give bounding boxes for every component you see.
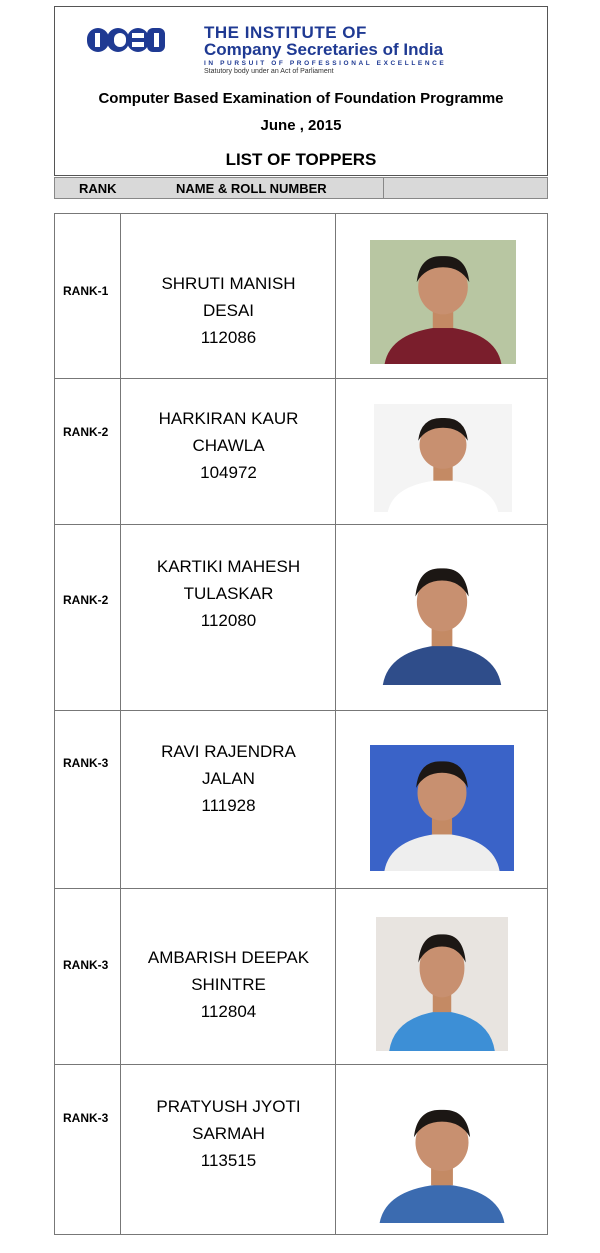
topper-photo <box>374 404 512 512</box>
topper-name-line1: RAVI RAJENDRA <box>161 742 296 761</box>
rank-label: RANK-2 <box>63 425 109 439</box>
rank-label: RANK-2 <box>63 593 109 607</box>
rank-label: RANK-3 <box>63 756 109 770</box>
topper-photo <box>370 240 516 364</box>
topper-name-line2: CHAWLA <box>192 436 265 455</box>
topper-name-line1: HARKIRAN KAUR <box>158 409 299 428</box>
icsi-logo <box>87 22 167 58</box>
column-header-rank: RANK <box>79 181 117 196</box>
table-row <box>55 1064 547 1234</box>
topper-roll-number: 104972 <box>200 463 257 482</box>
column-header <box>54 177 548 199</box>
topper-name-line1: AMBARISH DEEPAK <box>147 948 310 967</box>
institute-name-line1: THE INSTITUTE OF <box>204 23 367 42</box>
exam-session: June , 2015 <box>260 117 342 134</box>
list-title: LIST OF TOPPERS <box>225 150 377 169</box>
column-header-name: NAME & ROLL NUMBER <box>176 181 327 196</box>
topper-name-line2: TULASKAR <box>183 584 274 603</box>
table-row <box>55 214 547 378</box>
table-row <box>55 524 547 710</box>
topper-roll-number: 112804 <box>200 1002 257 1021</box>
topper-photo <box>376 917 508 1051</box>
topper-photo <box>364 1093 520 1223</box>
topper-name-line1: KARTIKI MAHESH <box>156 557 301 576</box>
topper-name-line2: DESAI <box>202 301 255 320</box>
topper-name-line2: JALAN <box>202 769 255 788</box>
table-row <box>55 378 547 524</box>
topper-name-line2: SARMAH <box>192 1124 265 1143</box>
rank-label: RANK-3 <box>63 1111 109 1125</box>
topper-roll-number: 111928 <box>201 796 256 815</box>
institute-name-line2: Company Secretaries of India <box>204 40 444 59</box>
topper-roll-number: 112080 <box>200 611 257 630</box>
rank-label: RANK-1 <box>63 284 109 298</box>
institute-statutory: Statutory body under an Act of Parliament <box>204 68 334 75</box>
topper-name-line1: SHRUTI MANISH <box>161 274 296 293</box>
table-row <box>55 710 547 888</box>
table-row <box>55 888 547 1064</box>
rank-label: RANK-3 <box>63 958 109 972</box>
topper-name-line2: SHINTRE <box>191 975 266 994</box>
topper-photo <box>370 745 514 871</box>
topper-roll-number: 113515 <box>200 1151 257 1170</box>
exam-title: Computer Based Examination of Foundation Programme <box>98 90 504 107</box>
column-divider <box>383 178 384 198</box>
topper-name-line1: PRATYUSH JYOTI <box>156 1097 301 1116</box>
toppers-table <box>54 213 548 1235</box>
institute-tagline: IN PURSUIT OF PROFESSIONAL EXCELLENCE <box>204 60 447 67</box>
topper-roll-number: 112086 <box>200 328 257 347</box>
institute-name-block <box>204 24 446 76</box>
topper-photo <box>368 551 516 685</box>
